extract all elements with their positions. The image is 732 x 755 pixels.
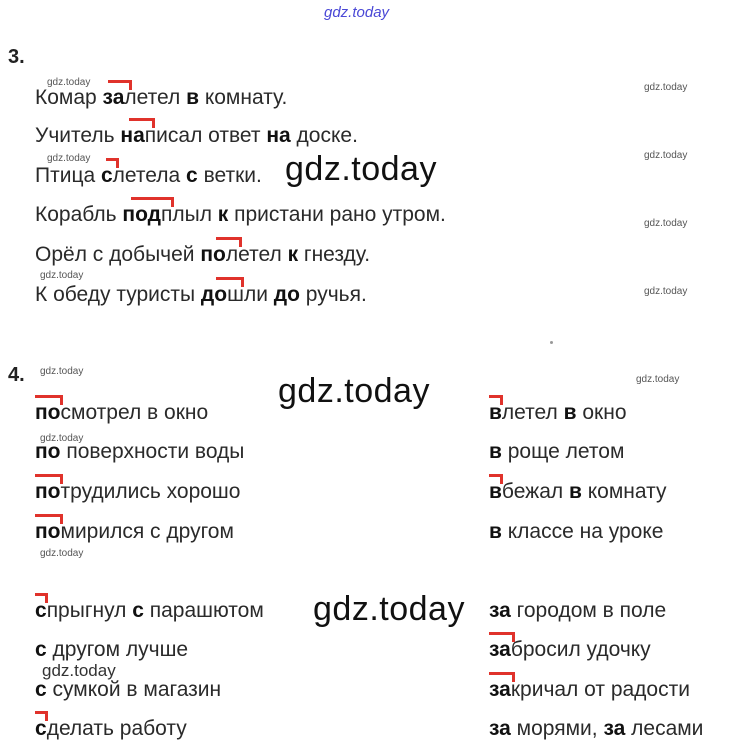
highlighted-morpheme: за — [489, 638, 511, 661]
prefix-bracket — [489, 395, 503, 405]
watermark-large: gdz.today — [285, 150, 437, 188]
ex4-right-a-1: влетел в окно — [489, 401, 627, 424]
highlighted-morpheme: к — [287, 243, 299, 266]
ex4-left-a-4: помирился с другом — [35, 520, 234, 543]
ex4-right-b-3: закричал от радости — [489, 678, 690, 701]
highlighted-morpheme: под — [122, 203, 161, 226]
highlighted-morpheme: за — [489, 717, 511, 740]
exercise-4-number: 4. — [8, 364, 25, 386]
highlighted-morpheme: по — [200, 243, 226, 266]
ex4-right-b-1: за городом в поле — [489, 599, 667, 622]
highlighted-morpheme: за — [102, 86, 125, 109]
watermark-small: gdz.today — [47, 77, 91, 88]
prefix-bracket — [129, 118, 155, 128]
ex4-right-a-2: в роще летом — [489, 440, 625, 463]
watermark-small: gdz.today — [644, 286, 688, 297]
highlighted-morpheme: с — [35, 599, 47, 622]
ex4-left-b-2: с другом лучше — [35, 638, 189, 661]
prefix-bracket — [35, 711, 48, 721]
highlighted-morpheme: в — [489, 480, 502, 503]
prefix-bracket — [489, 474, 503, 484]
highlighted-morpheme: в — [489, 520, 502, 543]
ex3-line-4: Корабль подплыл к пристани рано утром. — [35, 203, 446, 226]
watermark-small: gdz.today — [644, 82, 688, 93]
prefix-bracket — [106, 158, 119, 168]
ex3-line-3: Птица слетела с ветки. — [35, 164, 262, 187]
highlighted-morpheme: с — [186, 164, 198, 187]
highlighted-morpheme: по — [35, 520, 61, 543]
prefix-bracket — [35, 514, 63, 524]
ex4-left-a-2: по поверхности воды — [35, 440, 245, 463]
highlighted-morpheme: до — [200, 283, 228, 306]
watermark-small: gdz.today — [40, 433, 84, 444]
watermark-small: gdz.today — [40, 548, 84, 559]
prefix-bracket — [131, 197, 174, 207]
watermark-small: gdz.today — [40, 366, 84, 377]
highlighted-morpheme: за — [489, 599, 511, 622]
highlighted-morpheme: в — [568, 480, 582, 503]
highlighted-morpheme: с — [35, 717, 47, 740]
ex4-right-b-4: за морями, за лесами — [489, 717, 704, 740]
prefix-bracket — [108, 80, 132, 90]
ex4-left-b-3: с сумкой в магазин — [35, 678, 222, 701]
watermark-top: gdz.today — [324, 4, 390, 21]
prefix-bracket — [35, 593, 48, 603]
watermark-small: gdz.today — [47, 153, 91, 164]
ex4-left-a-3: потрудились хорошо — [35, 480, 241, 503]
highlighted-morpheme: с — [35, 638, 47, 661]
ex3-line-5: Орёл с добычей полетел к гнезду. — [35, 243, 371, 266]
highlighted-morpheme: по — [35, 480, 61, 503]
highlighted-morpheme: в — [563, 401, 577, 424]
ex3-line-6: К обеду туристы дошли до ручья. — [35, 283, 367, 306]
ex4-left-b-1: спрыгнул с парашютом — [35, 599, 264, 622]
exercise-3-number: 3. — [8, 46, 25, 68]
prefix-bracket — [35, 474, 63, 484]
speck — [550, 341, 553, 344]
highlighted-morpheme: по — [35, 401, 61, 424]
highlighted-morpheme: за — [489, 678, 511, 701]
ex4-right-b-2: забросил удочку — [489, 638, 651, 661]
highlighted-morpheme: на — [266, 124, 291, 147]
highlighted-morpheme: в — [489, 401, 502, 424]
prefix-bracket — [216, 277, 244, 287]
ex4-right-a-4: в классе на уроке — [489, 520, 664, 543]
prefix-bracket — [489, 632, 515, 642]
watermark-medium: gdz.today — [42, 661, 116, 680]
highlighted-morpheme: с — [100, 164, 113, 187]
highlighted-morpheme: в — [489, 440, 502, 463]
highlighted-morpheme: по — [35, 440, 61, 463]
highlighted-morpheme: до — [273, 283, 300, 306]
highlighted-morpheme: к — [217, 203, 229, 226]
watermark-small: gdz.today — [644, 150, 688, 161]
highlighted-morpheme: на — [120, 124, 145, 147]
highlighted-morpheme: за — [603, 717, 626, 740]
watermark-small: gdz.today — [636, 374, 680, 385]
watermark-large: gdz.today — [278, 372, 430, 410]
prefix-bracket — [216, 237, 242, 247]
prefix-bracket — [35, 395, 63, 405]
highlighted-morpheme: с — [132, 599, 144, 622]
watermark-large: gdz.today — [313, 590, 465, 628]
ex3-line-2: Учитель написал ответ на доске. — [35, 124, 358, 147]
watermark-small: gdz.today — [40, 270, 84, 281]
prefix-bracket — [489, 672, 515, 682]
ex3-line-1: Комар залетел в комнату. — [35, 86, 288, 109]
ex4-right-a-3: вбежал в комнату — [489, 480, 667, 503]
highlighted-morpheme: в — [186, 86, 199, 109]
ex4-left-b-4: сделать работу — [35, 717, 187, 740]
watermark-small: gdz.today — [644, 218, 688, 229]
ex4-left-a-1: посмотрел в окно — [35, 401, 209, 424]
highlighted-morpheme: с — [35, 678, 47, 701]
